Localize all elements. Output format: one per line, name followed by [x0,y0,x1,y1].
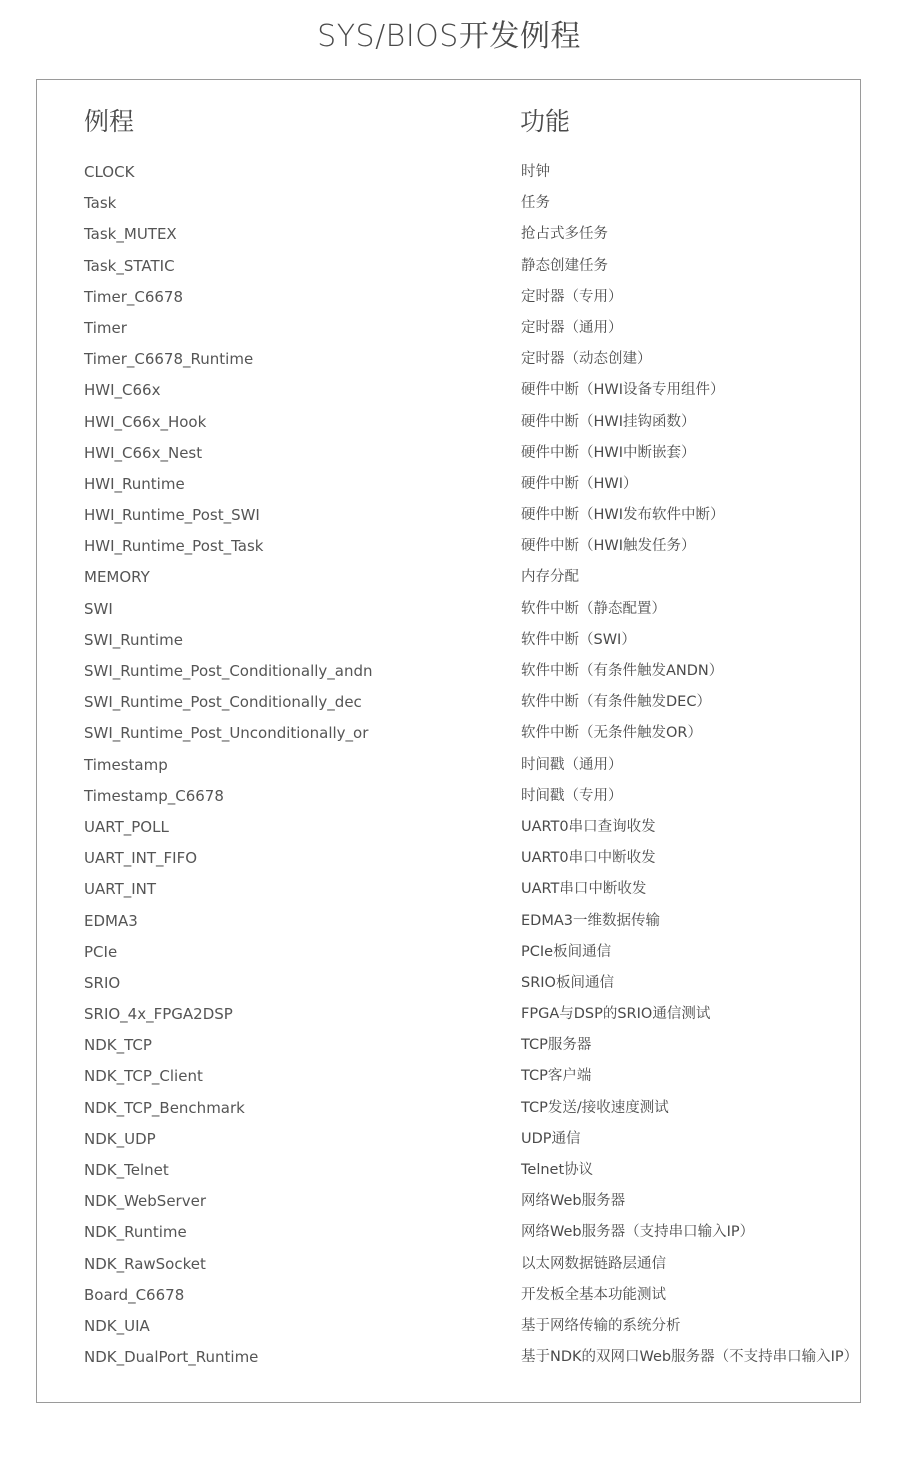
table-row [0,469,900,500]
example-function: 网络Web服务器 [521,1193,626,1210]
example-function: 软件中断（SWI） [521,631,636,648]
example-name: UART_INT_FIFO [84,849,198,868]
table-row [0,1311,900,1342]
example-function: 时间戳（专用） [521,787,623,804]
example-function: 软件中断（有条件触发DEC） [521,694,711,711]
table-row [0,1217,900,1248]
example-name: Timer_C6678 [84,287,184,306]
example-function: 硬件中断（HWI中断嵌套） [521,444,696,461]
example-name: SRIO [84,973,121,992]
table-row [0,1124,900,1155]
example-name: PCIe [84,942,118,961]
example-name: NDK_RawSocket [84,1254,206,1273]
table-row [0,1061,900,1092]
example-name: HWI_C66x [84,381,161,400]
example-function: 硬件中断（HWI设备专用组件） [521,382,725,399]
table-row [0,219,900,250]
example-name: SWI_Runtime [84,630,183,649]
example-function: 内存分配 [521,569,579,586]
table-row [0,1280,900,1311]
table-row [0,968,900,999]
table-row [0,562,900,593]
example-function: FPGA与DSP的SRIO通信测试 [521,1006,711,1023]
table-row [0,594,900,625]
table-row [0,500,900,531]
table-row [0,157,900,188]
example-function: 定时器（专用） [521,288,623,305]
column-header-function: 功能 [520,107,571,136]
example-function: 软件中断（无条件触发OR） [521,725,702,742]
example-name: HWI_C66x_Nest [84,443,203,462]
table-row [0,1030,900,1061]
example-function: 定时器（通用） [521,319,623,336]
example-name: HWI_Runtime_Post_Task [84,537,264,556]
table-row [0,999,900,1030]
example-function: 开发板全基本功能测试 [521,1286,666,1303]
example-name: Timestamp [84,755,168,774]
example-name: Timer_C6678_Runtime [84,350,254,369]
table-row [0,313,900,344]
table-row [0,906,900,937]
example-function: SRIO板间通信 [521,974,614,991]
example-name: SWI [84,599,113,618]
table-row [0,937,900,968]
example-name: SWI_Runtime_Post_Unconditionally_or [84,724,369,743]
table-row [0,718,900,749]
example-name: HWI_Runtime [84,474,185,493]
example-function: 以太网数据链路层通信 [521,1255,666,1272]
example-name: SWI_Runtime_Post_Conditionally_dec [84,693,362,712]
example-name: HWI_C66x_Hook [84,412,207,431]
example-function: 抢占式多任务 [521,226,608,243]
example-name: UART_INT [84,880,157,899]
table-row [0,531,900,562]
example-function: 静态创建任务 [521,257,608,274]
example-function: TCP发送/接收速度测试 [521,1099,669,1116]
example-name: Timer [84,318,127,337]
table-row [0,656,900,687]
example-name: Timestamp_C6678 [84,786,224,805]
table-row [0,687,900,718]
example-function: PCIe板间通信 [521,943,612,960]
example-function: 基于NDK的双网口Web服务器（不支持串口输入IP） [521,1349,859,1366]
table-row [0,625,900,656]
example-name: NDK_DualPort_Runtime [84,1348,259,1367]
example-name: Task [84,194,117,213]
table-row [0,1093,900,1124]
table-row [0,843,900,874]
example-name: CLOCK [84,163,135,181]
table-row [0,188,900,219]
example-name: UART_POLL [84,817,169,836]
example-function: 网络Web服务器（支持串口输入IP） [521,1224,755,1241]
example-name: NDK_UIA [84,1316,150,1335]
example-name: SWI_Runtime_Post_Conditionally_andn [84,662,373,680]
example-function: TCP服务器 [521,1037,592,1054]
example-name: NDK_TCP_Client [84,1067,203,1086]
example-function: 硬件中断（HWI发布软件中断） [521,507,725,524]
example-name: NDK_TCP_Benchmark [84,1098,245,1117]
example-name: Board_C6678 [84,1285,185,1304]
example-function: 定时器（动态创建） [521,351,652,368]
table-row [0,1186,900,1217]
example-name: SRIO_4x_FPGA2DSP [84,1005,233,1024]
table-row [0,438,900,469]
example-function: UART0串口查询收发 [521,818,656,835]
example-function: 硬件中断（HWI触发任务） [521,538,696,555]
table-row [0,344,900,375]
example-name: Task_MUTEX [84,225,177,244]
example-name: NDK_WebServer [84,1192,206,1211]
example-function: 软件中断（静态配置） [521,600,666,617]
example-function: EDMA3一维数据传输 [521,912,660,929]
example-name: NDK_Telnet [84,1161,169,1179]
table-row [0,812,900,843]
example-function: UDP通信 [521,1130,581,1147]
example-list [0,157,900,1373]
example-name: EDMA3 [84,911,138,930]
table-row [0,781,900,812]
example-name: Task_STATIC [84,256,175,275]
example-name: NDK_Runtime [84,1223,187,1242]
example-function: Telnet协议 [521,1162,594,1178]
page-title: SYS/BIOS开发例程 [317,19,581,54]
example-function: 时钟 [521,164,550,180]
table-row [0,1342,900,1373]
table-row [0,750,900,781]
example-function: 时间戳（通用） [521,756,623,773]
example-name: HWI_Runtime_Post_SWI [84,506,260,525]
table-row [0,874,900,905]
example-name: NDK_TCP [84,1036,152,1055]
table-row [0,375,900,406]
table-row [0,1249,900,1280]
example-function: 基于网络传输的系统分析 [521,1317,681,1334]
table-row [0,251,900,282]
table-row [0,1155,900,1186]
example-function: 硬件中断（HWI挂钩函数） [521,413,696,430]
example-name: MEMORY [84,568,150,587]
column-header-example: 例程 [84,107,135,136]
example-function: UART0串口中断收发 [521,850,656,867]
example-function: 任务 [521,195,550,212]
table-row [0,407,900,438]
example-function: UART串口中断收发 [521,881,647,898]
example-function: 软件中断（有条件触发ANDN） [521,663,724,679]
example-name: NDK_UDP [84,1129,156,1148]
table-row [0,282,900,313]
example-function: TCP客户端 [521,1068,592,1085]
example-function: 硬件中断（HWI） [521,475,638,492]
